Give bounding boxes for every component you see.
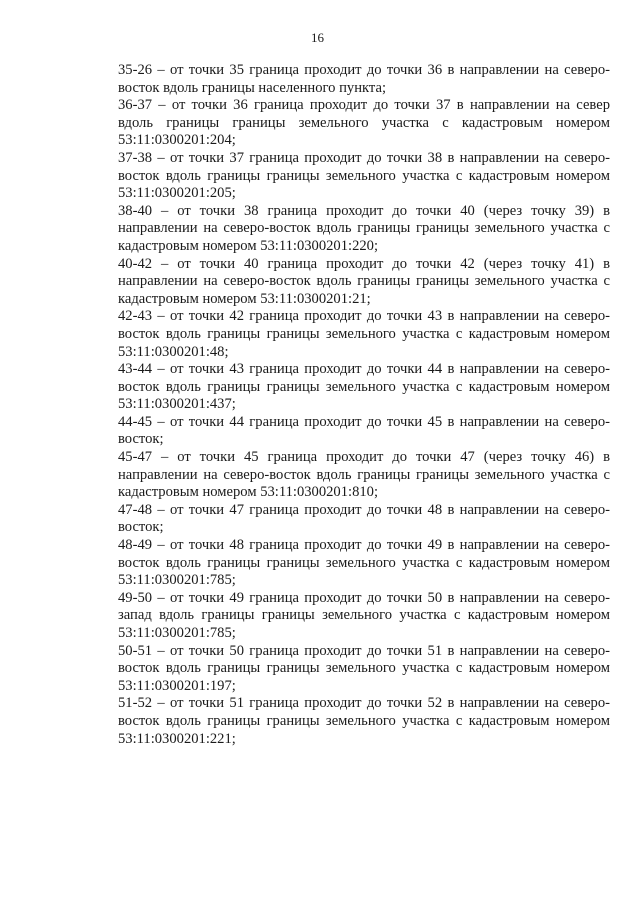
page-number: 16 [311,30,324,45]
boundary-segment-36-37: 36-37 – от точки 36 граница проходит до точки 37 в направлении на север вдоль границы границы земельного участка с кадастровым номером 53:11:0300201:204; [118,97,610,149]
boundary-segment-45-47: 45-47 – от точки 45 граница проходит до точки 47 (через точку 46) в направлении на северо-восток вдоль границы границы земельного участка с кадастровым номером 53:11:0300201:810; [118,449,610,501]
boundary-segment-38-40: 38-40 – от точки 38 граница проходит до точки 40 (через точку 39) в направлении на северо-восток вдоль границы границы земельного участка с кадастровым номером 53:11:0300201:220; [118,202,610,254]
boundary-segment-43-44: 43-44 – от точки 43 граница проходит до точки 44 в направлении на северо-восток вдоль границы границы земельного участка с кадастровым номером 53:11:0300201:437; [118,361,610,413]
boundary-segment-44-45: 44-45 – от точки 44 граница проходит до точки 45 в направлении на северо-восток; [118,413,610,448]
boundary-segment-37-38: 37-38 – от точки 37 граница проходит до точки 38 в направлении на северо-восток вдоль границы границы земельного участка с кадастровым номером 53:11:0300201:205; [118,149,610,202]
boundary-segment-35-26: 35-26 – от точки 35 граница проходит до точки 36 в направлении на северо-восток вдоль границы населенного пункта; [118,62,610,96]
boundary-segment-47-48: 47-48 – от точки 47 граница проходит до точки 48 в направлении на северо-восток; [118,501,610,536]
boundary-segment-50-51: 50-51 – от точки 50 граница проходит до точки 51 в направлении на северо-восток вдоль границы границы земельного участка с кадастровым номером 53:11:0300201:197; [118,642,610,694]
document-body [118,62,610,748]
boundary-segment-40-42: 40-42 – от точки 40 граница проходит до точки 42 (через точку 41) в направлении на северо-восток вдоль границы границы земельного участка с кадастровым номером 53:11:0300201:21; [118,255,610,307]
boundary-segment-48-49: 48-49 – от точки 48 граница проходит до точки 49 в направлении на северо-восток вдоль границы границы земельного участка с кадастровым номером 53:11:0300201:785; [118,537,610,589]
boundary-segment-42-43: 42-43 – от точки 42 граница проходит до точки 43 в направлении на северо-восток вдоль границы границы земельного участка с кадастровым номером 53:11:0300201:48; [118,308,610,360]
boundary-segment-51-52: 51-52 – от точки 51 граница проходит до точки 52 в направлении на северо-восток вдоль границы границы земельного участка с кадастровым номером 53:11:0300201:221; [118,695,610,747]
boundary-segment-49-50: 49-50 – от точки 49 граница проходит до точки 50 в направлении на северо-запад вдоль границы границы земельного участка с кадастровым номером 53:11:0300201:785; [118,589,610,641]
